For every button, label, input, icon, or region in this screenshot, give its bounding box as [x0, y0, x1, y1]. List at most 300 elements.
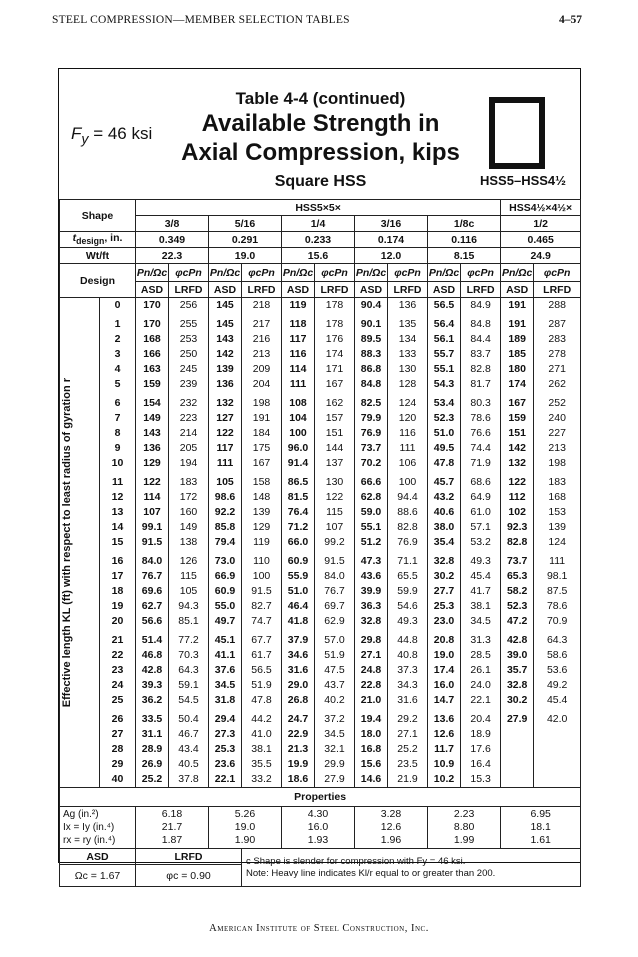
asd-value: 23.6	[209, 757, 242, 772]
lrfd-value: 205	[169, 441, 209, 456]
asd-value: 60.9	[209, 584, 242, 599]
asd-value: 18.6	[282, 772, 315, 788]
lrfd-value: 25.2	[388, 742, 428, 757]
lrfd-value: 31.3	[461, 633, 501, 648]
lrfd-value: 178	[315, 317, 355, 332]
asd-value	[501, 757, 534, 772]
lrfd-value	[534, 772, 581, 788]
asd-strength-header: Pn/Ωc	[209, 264, 242, 282]
lrfd-value: 31.6	[388, 693, 428, 708]
lrfd-value: 133	[388, 347, 428, 362]
lrfd-value: 245	[169, 362, 209, 377]
asd-value: 102	[501, 505, 534, 520]
lrfd-value: 175	[242, 441, 282, 456]
asd-value: 154	[136, 396, 169, 411]
asd-value: 14.7	[428, 693, 461, 708]
lrfd-value: 158	[242, 475, 282, 490]
asd-value: 107	[136, 505, 169, 520]
lrfd-value: 76.6	[461, 426, 501, 441]
asd-value: 56.4	[428, 317, 461, 332]
asd-value: 25.3	[428, 599, 461, 614]
kl-value: 40	[100, 772, 136, 788]
kl-value: 20	[100, 614, 136, 629]
lrfd-value: 57.1	[461, 520, 501, 535]
asd-value: 32.8	[428, 554, 461, 569]
asd-value: 11.7	[428, 742, 461, 757]
asd-value: 16.0	[428, 678, 461, 693]
asd-value: 33.5	[136, 712, 169, 727]
asd-value: 191	[501, 298, 534, 314]
asd-value: 45.1	[209, 633, 242, 648]
asd-value: 84.0	[136, 554, 169, 569]
asd-value: 51.0	[428, 426, 461, 441]
lrfd-label: LRFD	[136, 849, 242, 865]
lrfd-value: 171	[315, 362, 355, 377]
asd-value: 26.9	[136, 757, 169, 772]
asd-value: 14.6	[355, 772, 388, 788]
lrfd-value: 56.5	[242, 663, 282, 678]
tdesign-label: $t_{design}$, in.	[60, 232, 136, 248]
asd-value: 46.8	[136, 648, 169, 663]
asd-value: 73.0	[209, 554, 242, 569]
asd-value: 180	[501, 362, 534, 377]
asd-value: 142	[209, 347, 242, 362]
lrfd-value: 57.0	[315, 633, 355, 648]
lrfd-header: LRFD	[242, 282, 282, 298]
lrfd-value: 216	[242, 332, 282, 347]
asd-value: 65.3	[501, 569, 534, 584]
asd-value: 149	[136, 411, 169, 426]
asd-value: 30.2	[501, 693, 534, 708]
lrfd-value: 27.1	[388, 727, 428, 742]
asd-strength-header: Pn/Ωc	[136, 264, 169, 282]
weight-value: 22.3	[136, 248, 209, 264]
lrfd-value: 37.2	[315, 712, 355, 727]
asd-value: 185	[501, 347, 534, 362]
lrfd-value: 46.7	[169, 727, 209, 742]
asd-value: 122	[501, 475, 534, 490]
properties-title: Properties	[60, 788, 581, 807]
table-frame	[58, 68, 581, 882]
weight-value: 24.9	[501, 248, 581, 264]
lrfd-value: 17.6	[461, 742, 501, 757]
lrfd-value: 20.4	[461, 712, 501, 727]
lrfd-value: 134	[388, 332, 428, 347]
lrfd-value: 115	[315, 505, 355, 520]
asd-value: 53.4	[428, 396, 461, 411]
lrfd-value: 204	[242, 377, 282, 392]
asd-value: 108	[282, 396, 315, 411]
lrfd-value: 28.5	[461, 648, 501, 663]
asd-value: 119	[282, 298, 315, 314]
kl-value: 9	[100, 441, 136, 456]
asd-value: 117	[209, 441, 242, 456]
asd-header: ASD	[355, 282, 388, 298]
lrfd-value: 32.1	[315, 742, 355, 757]
property-values: 6.18 21.7 1.87	[136, 807, 209, 849]
lrfd-value: 183	[169, 475, 209, 490]
asd-value: 52.3	[501, 599, 534, 614]
lrfd-value: 40.5	[169, 757, 209, 772]
asd-header: ASD	[209, 282, 242, 298]
lrfd-value: 119	[242, 535, 282, 550]
lrfd-value: 84.0	[315, 569, 355, 584]
lrfd-value: 82.8	[388, 520, 428, 535]
lrfd-value: 81.7	[461, 377, 501, 392]
asd-value: 34.6	[282, 648, 315, 663]
lrfd-value: 62.9	[315, 614, 355, 629]
page-number: 4–57	[559, 14, 582, 26]
asd-value: 159	[136, 377, 169, 392]
lrfd-value: 64.9	[461, 490, 501, 505]
lrfd-value: 162	[315, 396, 355, 411]
lrfd-value: 139	[242, 505, 282, 520]
asd-value: 66.6	[355, 475, 388, 490]
lrfd-value: 61.0	[461, 505, 501, 520]
asd-value: 35.7	[501, 663, 534, 678]
lrfd-value: 153	[534, 505, 581, 520]
asd-value: 86.5	[282, 475, 315, 490]
lrfd-value: 151	[315, 426, 355, 441]
lrfd-value: 64.3	[169, 663, 209, 678]
lrfd-value: 184	[242, 426, 282, 441]
lrfd-value: 167	[242, 456, 282, 471]
kl-value: 10	[100, 456, 136, 471]
asd-value: 59.0	[355, 505, 388, 520]
lrfd-value: 85.1	[169, 614, 209, 629]
asd-value: 39.3	[136, 678, 169, 693]
lrfd-value: 47.5	[315, 663, 355, 678]
lrfd-value: 43.7	[315, 678, 355, 693]
lrfd-value: 53.2	[461, 535, 501, 550]
asd-value: 114	[136, 490, 169, 505]
asd-value: 71.2	[282, 520, 315, 535]
asd-value: 45.7	[428, 475, 461, 490]
kl-value: 13	[100, 505, 136, 520]
asd-value: 28.9	[136, 742, 169, 757]
lrfd-value: 253	[169, 332, 209, 347]
lrfd-value: 33.2	[242, 772, 282, 788]
asd-value: 39.0	[501, 648, 534, 663]
lrfd-value: 98.1	[534, 569, 581, 584]
asd-value: 22.8	[355, 678, 388, 693]
asd-value: 132	[501, 456, 534, 471]
kl-value: 28	[100, 742, 136, 757]
lrfd-value: 87.5	[534, 584, 581, 599]
lrfd-value: 287	[534, 317, 581, 332]
lrfd-value: 51.9	[315, 648, 355, 663]
table-title-line1: Available Strength in	[201, 110, 440, 137]
lrfd-value: 194	[169, 456, 209, 471]
lrfd-value: 129	[242, 520, 282, 535]
asd-value: 92.2	[209, 505, 242, 520]
asd-value: 84.8	[355, 377, 388, 392]
thickness-header: 1/4	[282, 216, 355, 232]
lrfd-value: 68.6	[461, 475, 501, 490]
asd-value: 104	[282, 411, 315, 426]
asd-value: 73.7	[501, 554, 534, 569]
lrfd-value: 240	[534, 411, 581, 426]
weight-value: 8.15	[428, 248, 501, 264]
kl-value: 22	[100, 648, 136, 663]
asd-value: 49.7	[209, 614, 242, 629]
asd-value: 170	[136, 298, 169, 314]
lrfd-value: 94.4	[388, 490, 428, 505]
asd-value: 117	[282, 332, 315, 347]
asd-value: 43.6	[355, 569, 388, 584]
lrfd-value: 49.2	[534, 678, 581, 693]
lrfd-value: 111	[534, 554, 581, 569]
weight-value: 15.6	[282, 248, 355, 264]
asd-strength-header: Pn/Ωc	[428, 264, 461, 282]
asd-value: 37.9	[282, 633, 315, 648]
asd-value: 166	[136, 347, 169, 362]
asd-value: 46.4	[282, 599, 315, 614]
asd-value: 55.1	[355, 520, 388, 535]
asd-value: 38.0	[428, 520, 461, 535]
asd-value: 118	[282, 317, 315, 332]
lrfd-value: 77.2	[169, 633, 209, 648]
lrfd-value: 67.7	[242, 633, 282, 648]
weight-label: Wt/ft	[60, 248, 136, 264]
asd-value: 29.0	[282, 678, 315, 693]
asd-value: 100	[282, 426, 315, 441]
lrfd-value: 126	[169, 554, 209, 569]
asd-value: 41.1	[209, 648, 242, 663]
asd-value: 54.3	[428, 377, 461, 392]
asd-value: 31.6	[282, 663, 315, 678]
asd-value: 51.0	[282, 584, 315, 599]
asd-value: 35.4	[428, 535, 461, 550]
asd-value: 79.9	[355, 411, 388, 426]
asd-value: 55.9	[282, 569, 315, 584]
lrfd-value: 107	[315, 520, 355, 535]
lrfd-header: LRFD	[388, 282, 428, 298]
lrfd-value: 135	[388, 317, 428, 332]
asd-value: 27.1	[355, 648, 388, 663]
asd-value: 30.2	[428, 569, 461, 584]
kl-value: 26	[100, 712, 136, 727]
lrfd-value: 80.3	[461, 396, 501, 411]
asd-value: 42.8	[136, 663, 169, 678]
lrfd-value: 99.2	[315, 535, 355, 550]
kl-value: 12	[100, 490, 136, 505]
asd-value: 21.0	[355, 693, 388, 708]
asd-value: 41.8	[282, 614, 315, 629]
lrfd-value: 214	[169, 426, 209, 441]
kl-value: 7	[100, 411, 136, 426]
asd-value: 82.8	[501, 535, 534, 550]
asd-value: 52.3	[428, 411, 461, 426]
lrfd-value: 26.1	[461, 663, 501, 678]
asd-value: 39.9	[355, 584, 388, 599]
asd-value: 88.3	[355, 347, 388, 362]
lrfd-value: 49.3	[461, 554, 501, 569]
lrfd-value	[534, 742, 581, 757]
asd-value: 136	[209, 377, 242, 392]
asd-value: 151	[501, 426, 534, 441]
kl-value: 5	[100, 377, 136, 392]
lrfd-value: 51.9	[242, 678, 282, 693]
asd-value: 163	[136, 362, 169, 377]
kl-value: 18	[100, 584, 136, 599]
thickness-header: 3/8	[136, 216, 209, 232]
lrfd-value: 64.3	[534, 633, 581, 648]
weight-value: 19.0	[209, 248, 282, 264]
asd-label: ASD	[60, 849, 136, 865]
asd-value: 25.2	[136, 772, 169, 788]
lrfd-value: 65.5	[388, 569, 428, 584]
property-values: 4.30 16.0 1.93	[282, 807, 355, 849]
asd-value: 191	[501, 317, 534, 332]
lrfd-value: 100	[242, 569, 282, 584]
asd-value: 27.3	[209, 727, 242, 742]
asd-value: 122	[209, 426, 242, 441]
asd-value: 43.2	[428, 490, 461, 505]
lrfd-value: 70.3	[169, 648, 209, 663]
lrfd-value: 124	[534, 535, 581, 550]
kl-value: 19	[100, 599, 136, 614]
lrfd-value: 139	[534, 520, 581, 535]
lrfd-value: 168	[534, 490, 581, 505]
asd-value: 32.8	[355, 614, 388, 629]
thickness-header: 5/16	[209, 216, 282, 232]
asd-value: 143	[209, 332, 242, 347]
lrfd-value: 50.4	[169, 712, 209, 727]
asd-value: 19.4	[355, 712, 388, 727]
lrfd-value: 82.8	[461, 362, 501, 377]
asd-value: 92.3	[501, 520, 534, 535]
omega-value: Ωc = 1.67	[60, 865, 136, 887]
footnotes: c Shape is slender for compression with Fy = 46 ksi. Note: Heavy line indicates Kl/r equal to or greater than 200.	[242, 849, 581, 887]
asd-value: 91.4	[282, 456, 315, 471]
lrfd-value: 74.7	[242, 614, 282, 629]
kl-value: 8	[100, 426, 136, 441]
asd-value: 27.9	[501, 712, 534, 727]
lrfd-value: 24.0	[461, 678, 501, 693]
property-values: 5.26 19.0 1.90	[209, 807, 282, 849]
lrfd-value: 115	[169, 569, 209, 584]
lrfd-value: 172	[169, 490, 209, 505]
lrfd-value: 49.3	[388, 614, 428, 629]
lrfd-value: 167	[315, 377, 355, 392]
lrfd-value: 160	[169, 505, 209, 520]
asd-value: 167	[501, 396, 534, 411]
kl-value: 1	[100, 317, 136, 332]
table-subtitle: Square HSS	[274, 173, 367, 190]
lrfd-value: 124	[388, 396, 428, 411]
lrfd-strength-header: φcPn	[242, 264, 282, 282]
lrfd-value: 78.6	[534, 599, 581, 614]
lrfd-value: 183	[534, 475, 581, 490]
asd-value: 37.6	[209, 663, 242, 678]
asd-value: 116	[282, 347, 315, 362]
kl-value: 25	[100, 693, 136, 708]
kl-value: 17	[100, 569, 136, 584]
asd-value	[501, 727, 534, 742]
tdesign-value: 0.116	[428, 232, 501, 248]
lrfd-value: 54.6	[388, 599, 428, 614]
asd-value: 32.8	[501, 678, 534, 693]
lrfd-value: 130	[315, 475, 355, 490]
asd-value: 81.5	[282, 490, 315, 505]
kl-value: 16	[100, 554, 136, 569]
asd-value: 19.0	[428, 648, 461, 663]
asd-value: 143	[136, 426, 169, 441]
asd-value: 89.5	[355, 332, 388, 347]
asd-value: 19.9	[282, 757, 315, 772]
lrfd-value: 22.1	[461, 693, 501, 708]
lrfd-value: 37.3	[388, 663, 428, 678]
lrfd-value	[534, 727, 581, 742]
kl-value: 15	[100, 535, 136, 550]
asd-strength-header: Pn/Ωc	[501, 264, 534, 282]
kl-value: 24	[100, 678, 136, 693]
asd-value: 66.9	[209, 569, 242, 584]
asd-value: 51.2	[355, 535, 388, 550]
asd-header: ASD	[428, 282, 461, 298]
asd-value: 47.2	[501, 614, 534, 629]
lrfd-value: 53.6	[534, 663, 581, 678]
asd-value: 70.2	[355, 456, 388, 471]
asd-value: 12.6	[428, 727, 461, 742]
asd-value: 168	[136, 332, 169, 347]
asd-value: 62.8	[355, 490, 388, 505]
asd-value: 170	[136, 317, 169, 332]
asd-value: 22.9	[282, 727, 315, 742]
lrfd-value: 239	[169, 377, 209, 392]
lrfd-value: 54.5	[169, 693, 209, 708]
lrfd-value: 255	[169, 317, 209, 332]
asd-header: ASD	[501, 282, 534, 298]
asd-value: 73.7	[355, 441, 388, 456]
thickness-header: 1/8c	[428, 216, 501, 232]
kl-value: 27	[100, 727, 136, 742]
kl-value: 11	[100, 475, 136, 490]
asd-value: 47.3	[355, 554, 388, 569]
lrfd-value: 174	[315, 347, 355, 362]
lrfd-value: 223	[169, 411, 209, 426]
lrfd-value: 213	[534, 441, 581, 456]
lrfd-value: 45.4	[534, 693, 581, 708]
asd-value: 56.1	[428, 332, 461, 347]
lrfd-value: 100	[388, 475, 428, 490]
lrfd-value: 38.1	[242, 742, 282, 757]
property-values: 2.23 8.80 1.99	[428, 807, 501, 849]
page-footer: American Institute of Steel Construction, Inc.	[209, 923, 429, 934]
kl-value: 0	[100, 298, 136, 314]
lrfd-strength-header: φcPn	[388, 264, 428, 282]
kl-value: 3	[100, 347, 136, 362]
lrfd-value: 111	[388, 441, 428, 456]
shape-label: Shape	[60, 200, 136, 232]
lrfd-value: 91.5	[315, 554, 355, 569]
lrfd-value: 94.3	[169, 599, 209, 614]
asd-value: 20.8	[428, 633, 461, 648]
asd-value: 10.2	[428, 772, 461, 788]
lrfd-value: 71.9	[461, 456, 501, 471]
shape-range: HSS5–HSS4½	[480, 173, 566, 188]
lrfd-strength-header: φcPn	[315, 264, 355, 282]
asd-value: 122	[136, 475, 169, 490]
table-title-line2: Axial Compression, kips	[181, 139, 460, 166]
asd-value: 15.6	[355, 757, 388, 772]
lrfd-value: 198	[534, 456, 581, 471]
asd-value: 132	[209, 396, 242, 411]
lrfd-value: 84.8	[461, 317, 501, 332]
asd-value: 114	[282, 362, 315, 377]
lrfd-value: 44.8	[388, 633, 428, 648]
